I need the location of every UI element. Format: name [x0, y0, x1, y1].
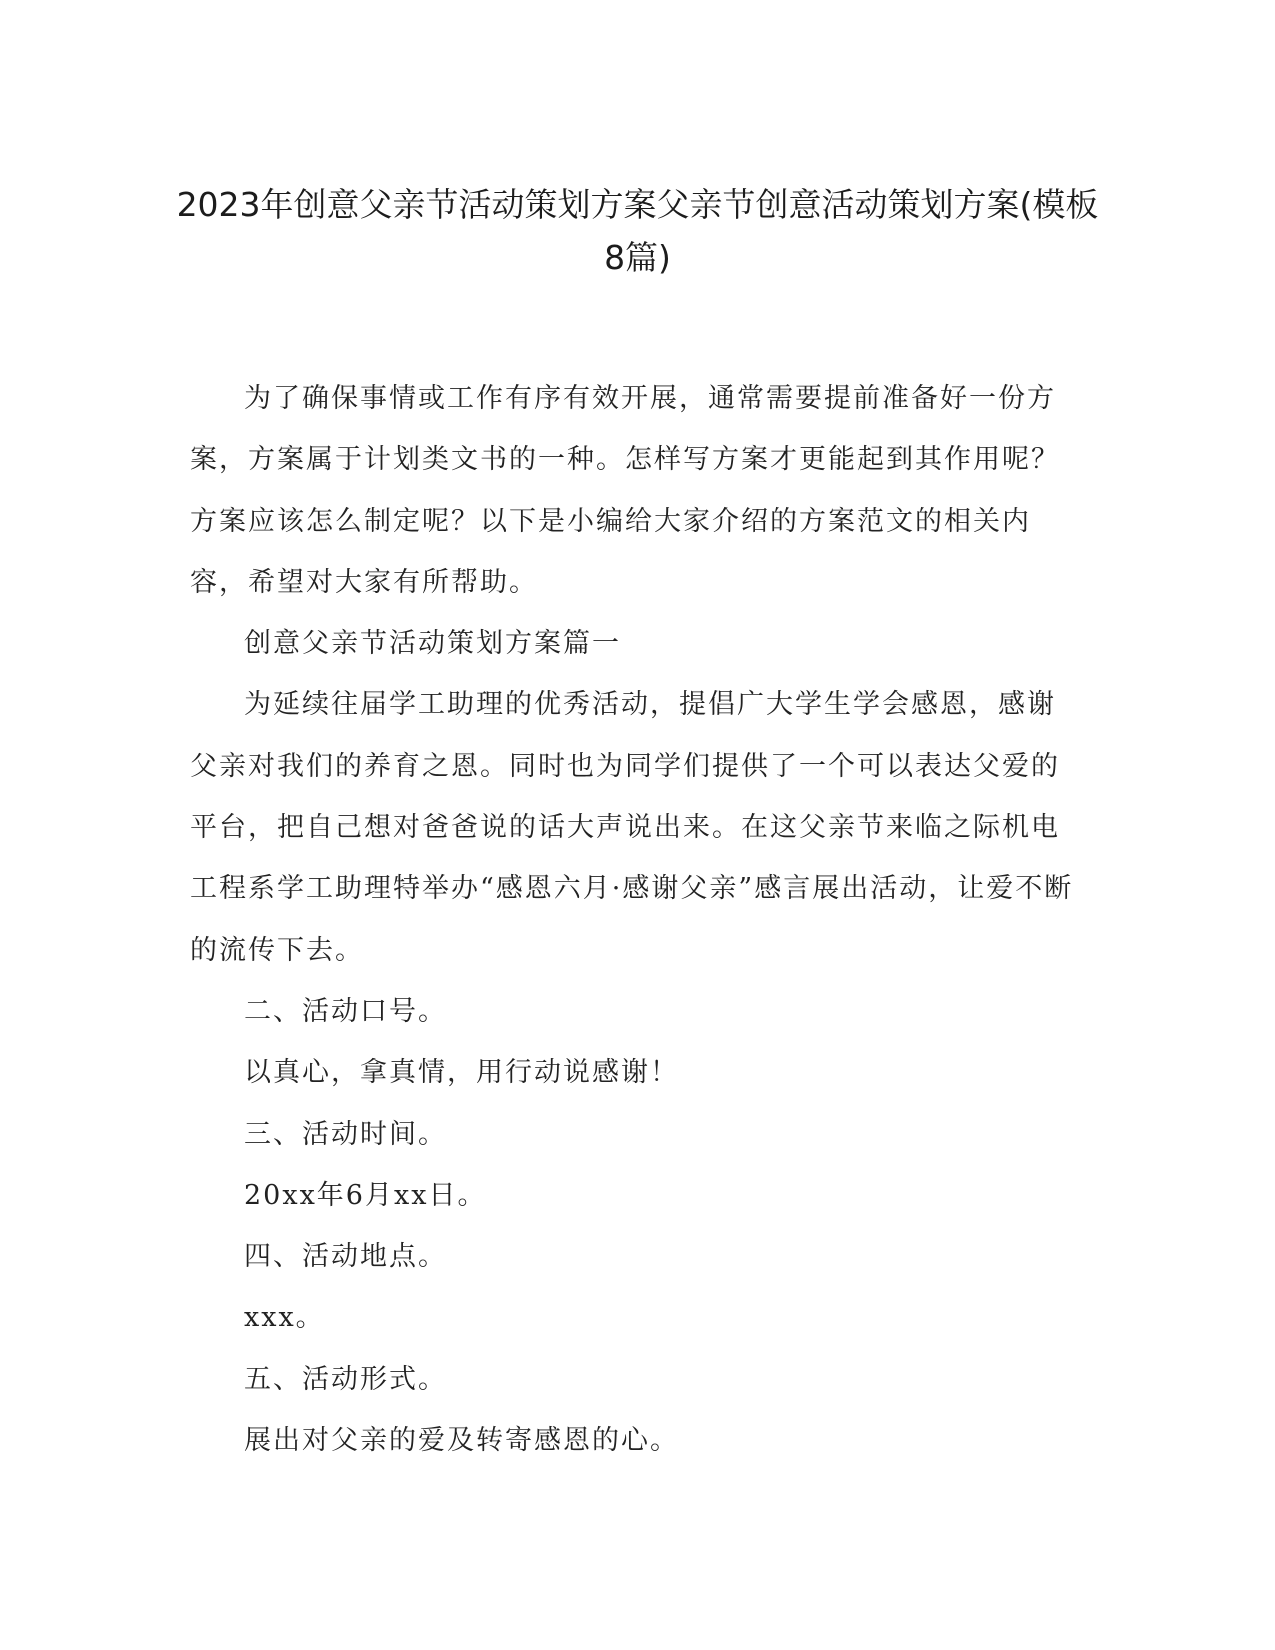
intro-paragraph: 为了确保事情或工作有序有效开展，通常需要提前准备好一份方案，方案属于计划类文书的一种。怎样写方案才更能起到其作用呢？方案应该怎么制定呢？以下是小编给大家介绍的方案范文的相关内容，希望对大家有所帮助。 — [190, 383, 1060, 598]
format-text: 展出对父亲的爱及转寄感恩的心。 — [244, 1425, 679, 1457]
location-heading: 四、活动地点。 — [244, 1241, 447, 1273]
section-heading: 创意父亲节活动策划方案篇一 — [244, 628, 621, 660]
format-heading: 五、活动形式。 — [244, 1363, 447, 1395]
time-heading: 三、活动时间。 — [244, 1118, 447, 1150]
slogan-heading: 二、活动口号。 — [244, 995, 447, 1027]
background-paragraph: 为延续往届学工助理的优秀活动，提倡广大学生学会感恩，感谢父亲对我们的养育之恩。同时也为同学们提供了一个可以表达父爱的平台，把自己想对爸爸说的话大声说出来。在这父亲节来临之际机电工程系学工助理特举办“感恩六月·感谢父亲”感言展出活动，让爱不断的流传下去。 — [190, 689, 1074, 966]
document-body — [190, 368, 1080, 1471]
location-text: xxx。 — [244, 1302, 325, 1334]
document-title: 2023年创意父亲节活动策划方案父亲节创意活动策划方案(模板8篇) — [176, 185, 1099, 277]
time-text: 20xx年6月xx日。 — [244, 1179, 487, 1211]
slogan-text: 以真心，拿真情，用行动说感谢！ — [244, 1057, 679, 1089]
